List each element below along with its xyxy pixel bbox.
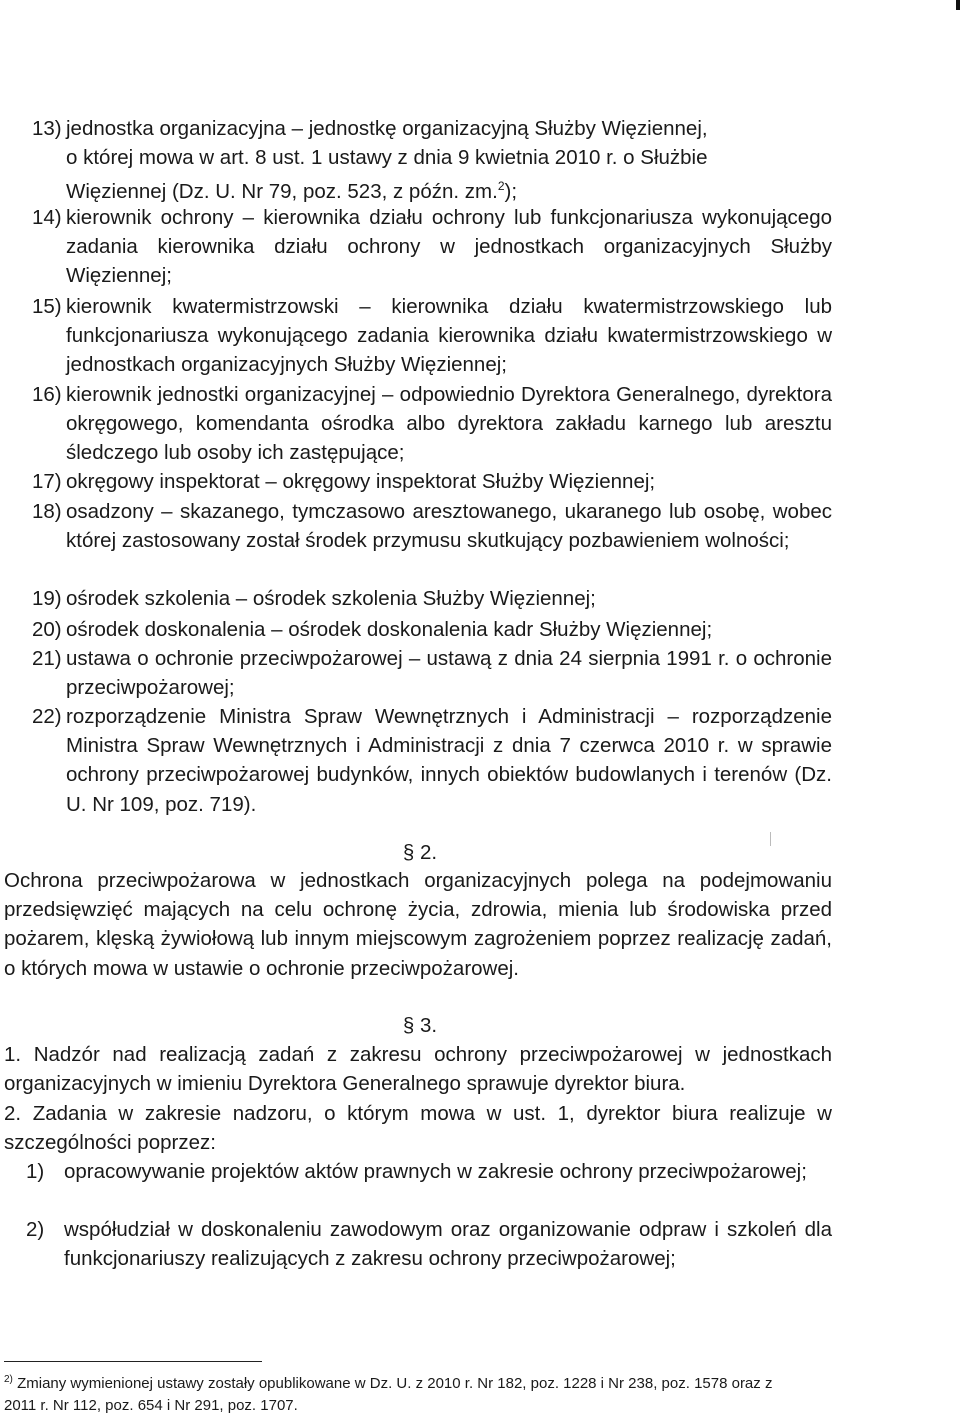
definition-number: 20)	[32, 618, 62, 641]
list-item-number: 2)	[26, 1218, 45, 1241]
definition-line-tail: );	[504, 180, 518, 204]
footnote-divider	[4, 1361, 262, 1362]
definition-20	[32, 615, 832, 644]
list-item-text: współudział w doskonaleniu zawodowym oraz organizowanie odpraw i szkoleń dla funkcjonariuszy realizujących z zakresu ochrony przeciwpożarowej;	[64, 1218, 832, 1271]
section-3-paragraph-2: 2. Zadania w zakresie nadzoru, o którym mowa w ust. 1, dyrektor biura realizuje w szczególności poprzez:	[4, 1102, 832, 1155]
definition-17	[32, 467, 832, 496]
footnote	[4, 1369, 804, 1417]
definition-line: o której mowa w art. 8 ust. 1 ustawy z dnia 9 kwietnia 2010 r. o Służbie	[66, 146, 708, 170]
definition-text: ustawa o ochronie przeciwpożarowej – ustawą z dnia 24 sierpnia 1991 r. o ochronie przeciwpożarowej;	[66, 647, 832, 700]
definition-13	[32, 114, 832, 206]
section-3-heading: § 3.	[402, 1014, 438, 1037]
section-2-heading: § 2.	[402, 841, 438, 864]
definition-number: 18)	[32, 500, 62, 523]
scan-edge-mark	[956, 0, 960, 10]
definition-number: 17)	[32, 470, 62, 493]
footnote-reference: 2	[497, 179, 505, 194]
definition-number: 21)	[32, 647, 62, 670]
definition-number: 14)	[32, 206, 62, 229]
definition-number: 13)	[32, 117, 62, 140]
definition-16	[32, 380, 832, 468]
definition-text: kierownik kwatermistrzowski – kierownika działu kwatermistrzowskiego lub funkcjonariusza wykonującego zadania kierownika działu kwatermistrzowskiego w jednostkach organizacyjnych Służby Więziennej;	[66, 295, 832, 377]
definition-line-text: Więziennej (Dz. U. Nr 79, poz. 523, z późn. zm.	[66, 180, 498, 204]
section-3-paragraph-1: 1. Nadzór nad realizacją zadań z zakresu ochrony przeciwpożarowej w jednostkach organizacyjnych w imieniu Dyrektora Generalnego sprawuje dyrektor biura.	[4, 1043, 832, 1096]
definition-14	[32, 203, 832, 291]
definition-15	[32, 292, 832, 380]
definition-text: rozporządzenie Ministra Spraw Wewnętrznych i Administracji – rozporządzenie Ministra Spraw Wewnętrznych i Administracji z dnia 7 czerwca 2010 r. w sprawie ochrony przeciwpożarowej budynków, innych obiektów budowlanych i terenów (Dz. U. Nr 109, poz. 719).	[66, 705, 832, 816]
list-item	[26, 1157, 832, 1186]
definition-text: ośrodek doskonalenia – ośrodek doskonalenia kadr Służby Więziennej;	[66, 618, 713, 641]
definition-text: osadzony – skazanego, tymczasowo aresztowanego, ukaranego lub osobę, wobec której zastosowany został środek przymusu skutkujący pozbawieniem wolności;	[66, 500, 832, 553]
definition-text: ośrodek szkolenia – ośrodek szkolenia Służby Więziennej;	[66, 587, 596, 610]
section-2-text: Ochrona przeciwpożarowa w jednostkach organizacyjnych polega na podejmowaniu przedsięwzięć mających na celu ochronę życia, zdrowia, mienia lub środowiska przed pożarem, klęską żywiołową lub innym miejscowym zagrożeniem poprzez realizację zadań, o których mowa w ustawie o ochronie przeciwpożarowej.	[4, 869, 832, 980]
list-item-text: opracowywanie projektów aktów prawnych w zakresie ochrony przeciwpożarowej;	[64, 1160, 807, 1183]
list-item	[26, 1215, 832, 1273]
definition-number: 15)	[32, 295, 62, 318]
definition-text: okręgowy inspektorat – okręgowy inspektorat Służby Więziennej;	[66, 470, 656, 493]
definition-18	[32, 497, 832, 555]
definition-22	[32, 702, 832, 819]
definition-19	[32, 584, 832, 613]
definition-text	[66, 114, 832, 206]
definition-number: 22)	[32, 705, 62, 728]
definition-number: 19)	[32, 587, 62, 610]
footnote-text: Zmiany wymienionej ustawy zostały opublikowane w Dz. U. z 2010 r. Nr 182, poz. 1228 i Nr 238, poz. 1578 oraz z 2011 r. Nr 112, poz. 654 i Nr 291, poz. 1707.	[4, 1375, 773, 1414]
definition-line	[66, 172, 832, 206]
list-item-number: 1)	[26, 1160, 45, 1183]
definition-21	[32, 644, 832, 702]
definition-number: 16)	[32, 383, 62, 406]
definition-text: kierownik ochrony – kierownika działu ochrony lub funkcjonariusza wykonującego zadania kierownika działu ochrony w jednostkach organizacyjnych Służby Więziennej;	[66, 206, 832, 288]
definition-text: kierownik jednostki organizacyjnej – odpowiednio Dyrektora Generalnego, dyrektora okręgowego, komendanta ośrodka albo dyrektora zakładu karnego lub aresztu śledczego lub osoby ich zastępujące;	[66, 383, 832, 465]
footnote-mark: 2)	[4, 1374, 13, 1385]
definition-line: jednostka organizacyjna – jednostkę organizacyjną Służby Więziennej,	[66, 117, 708, 140]
